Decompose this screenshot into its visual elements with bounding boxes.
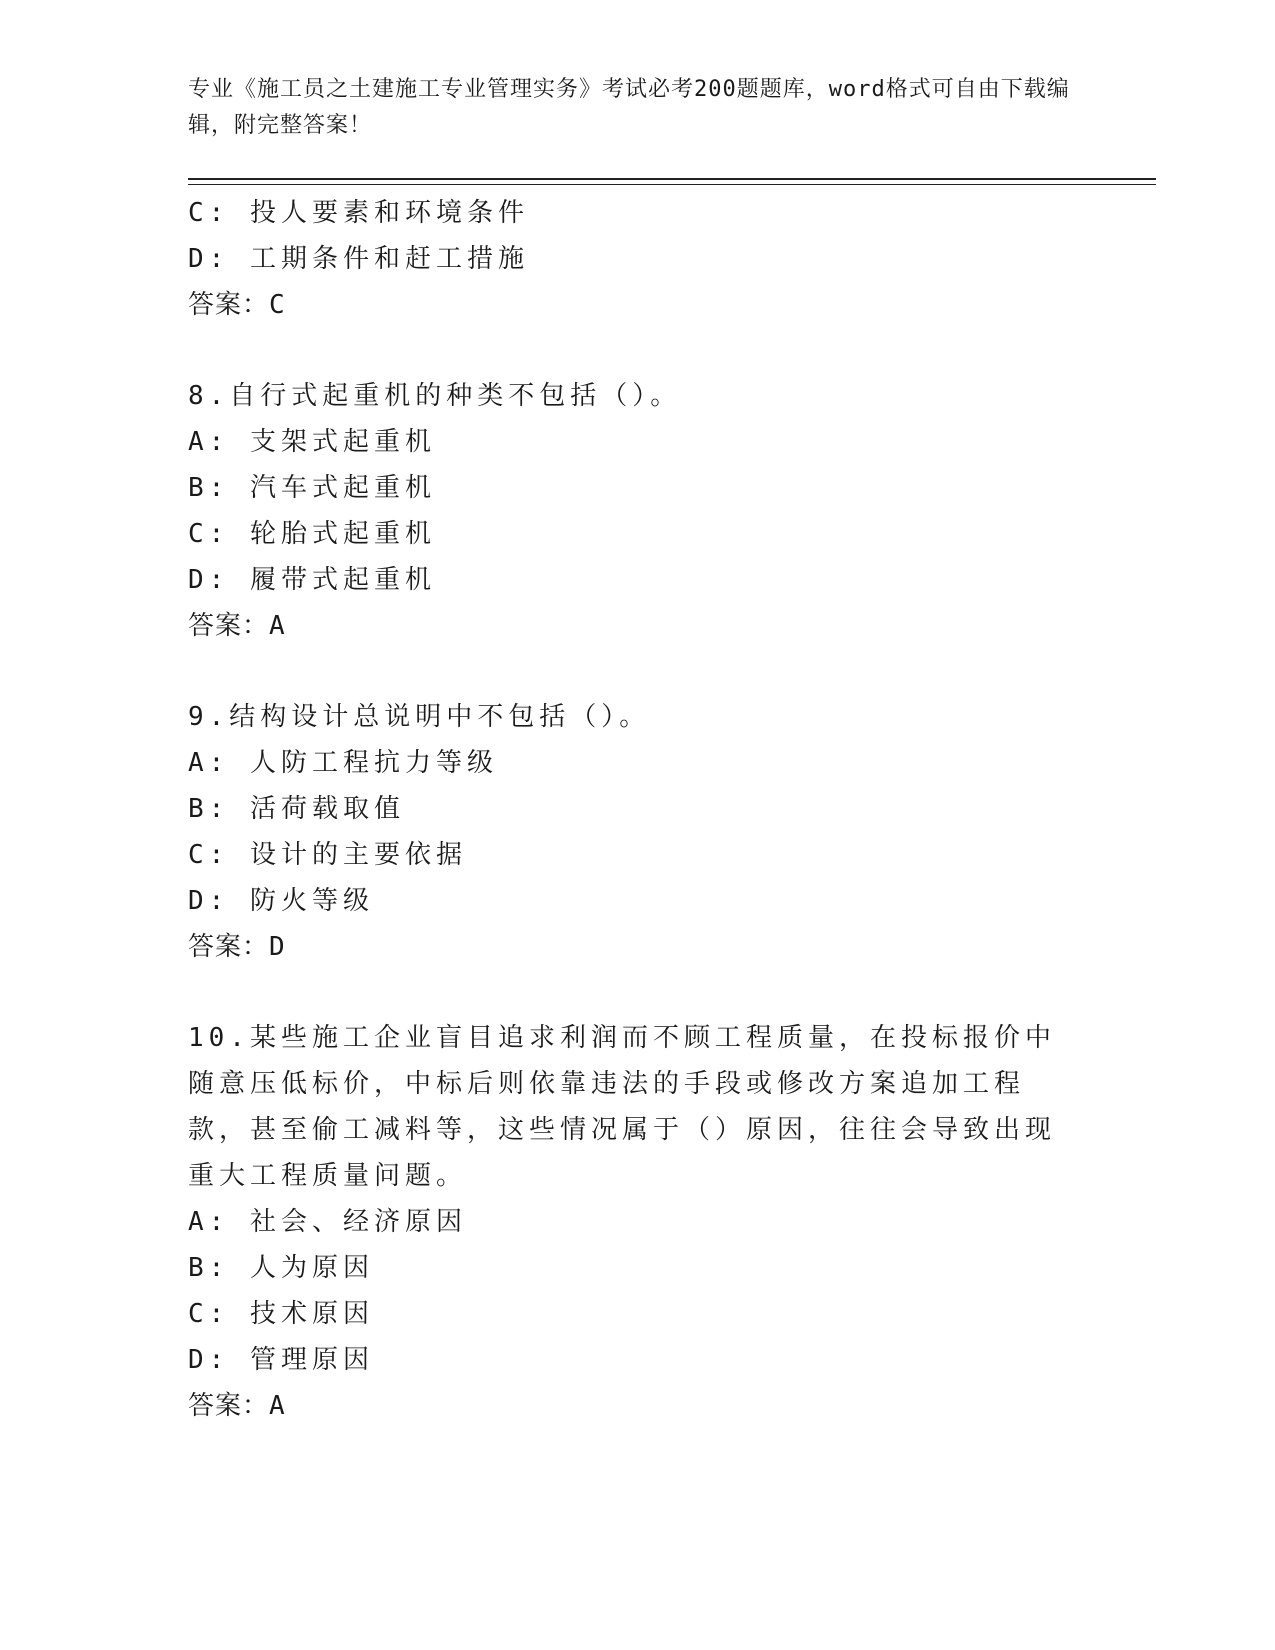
question-content bbox=[188, 190, 1088, 1429]
option-b: B: 汽车式起重机 bbox=[188, 473, 436, 503]
option-a: A: 社会、经济原因 bbox=[188, 1207, 467, 1237]
question-stem: 8.自行式起重机的种类不包括（）。 bbox=[188, 381, 682, 411]
option-d: D: 工期条件和赶工措施 bbox=[188, 244, 529, 274]
header-divider-thick bbox=[188, 178, 1156, 180]
option-a: A: 支架式起重机 bbox=[188, 427, 436, 457]
option-b: B: 活荷载取值 bbox=[188, 794, 405, 824]
question-stem: 9.结构设计总说明中不包括（）。 bbox=[188, 702, 651, 732]
option-b: B: 人为原因 bbox=[188, 1253, 374, 1283]
option-c: C: 投人要素和环境条件 bbox=[188, 198, 529, 228]
option-c: C: 技术原因 bbox=[188, 1299, 374, 1329]
answer-line: 答案：A bbox=[188, 611, 286, 641]
option-c: C: 设计的主要依据 bbox=[188, 840, 467, 870]
header-divider-thin bbox=[188, 184, 1156, 185]
question-stem: 10.某些施工企业盲目追求利润而不顾工程质量，在投标报价中随意压低标价，中标后则依靠违法的手段或修改方案追加工程款，甚至偷工减料等，这些情况属于（）原因，往往会导致出现重大工程质量问题。 bbox=[188, 1023, 1057, 1191]
document-header: 专业《施工员之土建施工专业管理实务》考试必考200题题库，word格式可自由下载编辑，附完整答案！ bbox=[188, 77, 1070, 138]
option-d: D: 履带式起重机 bbox=[188, 565, 436, 595]
answer-line: 答案：D bbox=[188, 932, 286, 962]
option-a: A: 人防工程抗力等级 bbox=[188, 748, 498, 778]
option-d: D: 防火等级 bbox=[188, 886, 374, 916]
option-c: C: 轮胎式起重机 bbox=[188, 519, 436, 549]
answer-line: 答案：A bbox=[188, 1391, 286, 1421]
option-d: D: 管理原因 bbox=[188, 1345, 374, 1375]
answer-line: 答案：C bbox=[188, 290, 286, 320]
